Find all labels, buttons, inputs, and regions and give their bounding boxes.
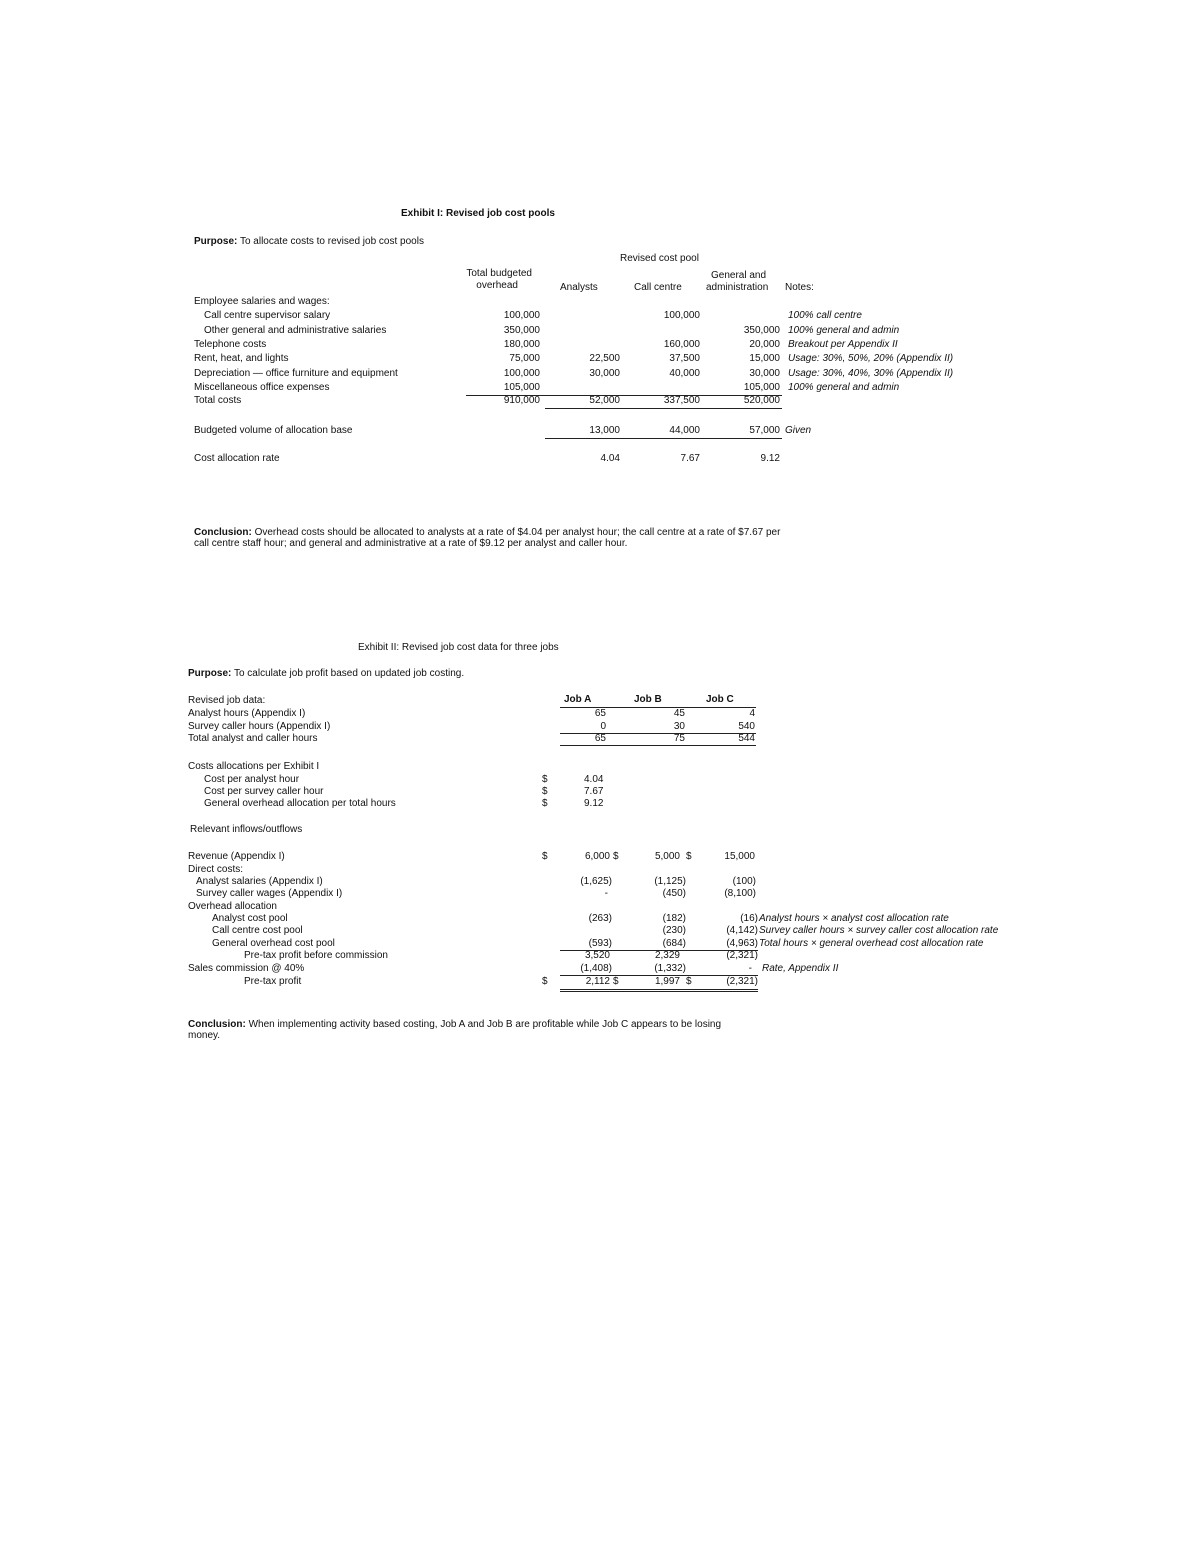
hours-total-rule [560,745,756,746]
commission-a: (1,408) [580,963,612,974]
row-note: 100% general and admin [788,325,900,336]
overhead-a: (263) [588,913,612,924]
revenue-b: 5,000 [654,851,680,862]
row-label: Call centre supervisor salary [204,310,331,321]
rate-label: Cost per survey caller hour [204,786,324,797]
revenue-a: 6,000 [584,851,610,862]
overhead-c: (16) [740,913,758,924]
revenue-c: 15,000 [724,851,755,862]
overhead-c: (4,963) [726,938,758,949]
total-costs-call: 337,500 [663,395,700,406]
exhibit2-purpose-text: To calculate job profit based on updated job costing. [233,668,465,679]
row-note: Usage: 30%, 50%, 20% (Appendix II) [788,353,954,364]
pretax-rule-2 [560,991,758,992]
rate-currency: $ [542,774,548,785]
overhead-note: Survey caller hours × survey caller cost allocation rate [759,925,999,936]
pretax-before-label: Pre-tax profit before commission [244,950,388,961]
volume-call: 44,000 [669,425,700,436]
commission-note: Rate, Appendix II [762,963,839,974]
overhead-note: Total hours × general overhead cost allocation rate [759,938,984,949]
exhibit2-conclusion-text: When implementing activity based costing, Job A and Job B are profitable while Job C appears to be losing money. [188,1019,722,1041]
pretax-before-c: (2,321) [726,950,758,961]
hours-c: 540 [738,721,755,732]
row-total: 100,000 [503,310,540,321]
row-label: Miscellaneous office expenses [194,382,330,393]
col-ga-header-line1: General and [711,270,767,281]
row-ga: 350,000 [743,325,780,336]
overhead-row-label: Call centre cost pool [212,925,303,936]
direct-label: Survey caller wages (Appendix I) [196,888,343,899]
exhibit1-conclusion-text: Overhead costs should be allocated to analysts at a rate of $4.04 per analyst hour; the call centre at a rate of $7.67 per call centre staff hour; and general and administrative at a rate of $9.12 per analyst and caller hour. [194,527,781,549]
hours-a: 0 [600,721,606,732]
col-analysts-header: Analysts [560,282,598,293]
col-ga-header-line2: administration [706,282,769,293]
row-analysts: 22,500 [589,353,620,364]
hours-c: 4 [749,708,755,719]
overhead-a: (593) [588,938,612,949]
pretax-b: 1,997 [654,976,680,987]
col-job-c: Job C [706,694,734,705]
row-analysts: 30,000 [589,368,620,379]
row-label: Rent, heat, and lights [194,353,289,364]
direct-a: (1,625) [580,876,612,887]
col-call-centre-header: Call centre [634,282,682,293]
rate-value: 9.12 [584,798,604,809]
employee-salaries-label: Employee salaries and wages: [194,296,330,307]
row-label: Other general and administrative salaries [204,325,387,336]
row-call: 37,500 [669,353,700,364]
exhibit2-conclusion-label: Conclusion: [188,1019,246,1030]
exhibit2-title: Exhibit II: Revised job cost data for three jobs [358,642,559,653]
overhead-b: (684) [662,938,686,949]
col-total-header-line1: Total budgeted [466,268,532,279]
direct-label: Analyst salaries (Appendix I) [196,876,323,887]
exhibit1-purpose [194,236,424,248]
exhibit2-conclusion [188,1019,748,1041]
pretax-a: 2,112 [585,976,610,987]
direct-c: (8,100) [724,888,756,899]
exhibit1-purpose-text: To allocate costs to revised job cost pools [239,236,424,247]
total-rule [545,408,782,409]
row-note: 100% call centre [788,310,862,321]
pretax-rule-1 [560,989,758,990]
rate-ga: 9.12 [760,453,780,464]
direct-a: - [604,888,608,899]
hours-b: 30 [673,721,685,732]
hours-b: 75 [673,733,685,744]
row-call: 160,000 [663,339,700,350]
total-costs-analysts: 52,000 [589,395,620,406]
revenue-currency: $ [542,851,548,862]
direct-b: (1,125) [654,876,686,887]
row-total: 180,000 [503,339,540,350]
exhibit1-title: Exhibit I: Revised job cost pools [401,208,555,219]
row-note: 100% general and admin [788,382,900,393]
hours-a: 65 [594,733,606,744]
overhead-b: (230) [662,925,686,936]
rate-label: Cost per analyst hour [204,774,300,785]
rate-currency: $ [542,786,548,797]
hours-label: Survey caller hours (Appendix I) [188,721,331,732]
pretax-b-sep: $ [686,976,692,987]
revenue-a-sep: $ [613,851,619,862]
row-total: 100,000 [503,368,540,379]
direct-b: (450) [662,888,686,899]
volume-note: Given [785,425,812,436]
hours-b: 45 [673,708,685,719]
row-total: 350,000 [503,325,540,336]
rate-label: General overhead allocation per total hours [204,798,396,809]
total-costs-total: 910,000 [503,395,540,406]
exhibit2-purpose-label: Purpose: [188,668,232,679]
revenue-label: Revenue (Appendix I) [188,851,285,862]
col-total-header-line2: overhead [476,280,518,291]
direct-c: (100) [732,876,756,887]
commission-label: Sales commission @ 40% [188,963,305,974]
hours-label: Analyst hours (Appendix I) [188,708,306,719]
revenue-b-sep: $ [686,851,692,862]
revised-cost-pool-header: Revised cost pool [620,253,699,264]
row-call: 100,000 [663,310,700,321]
rate-value: 7.67 [584,786,604,797]
pretax-c: (2,321) [726,976,758,987]
overhead-row-label: General overhead cost pool [212,938,335,949]
exhibit1-purpose-label: Purpose: [194,236,238,247]
row-note: Breakout per Appendix II [788,339,898,350]
overhead-b: (182) [662,913,686,924]
rate-currency: $ [542,798,548,809]
col-job-a: Job A [564,694,592,705]
hours-a: 65 [594,708,606,719]
exhibit1-conclusion [194,527,784,549]
pretax-currency: $ [542,976,548,987]
overhead-c: (4,142) [726,925,758,936]
row-total: 105,000 [503,382,540,393]
col-notes-header: Notes: [785,282,814,293]
commission-c: - [748,963,752,974]
direct-costs-label: Direct costs: [188,864,244,875]
commission-b: (1,332) [654,963,686,974]
row-total: 75,000 [509,353,540,364]
revised-job-data-label: Revised job data: [188,695,266,706]
row-label: Depreciation — office furniture and equipment [194,368,398,379]
volume-analysts: 13,000 [589,425,620,436]
row-ga: 20,000 [749,339,780,350]
overhead-row-label: Analyst cost pool [212,913,288,924]
exhibit1-conclusion-label: Conclusion: [194,527,252,538]
overhead-note: Analyst hours × analyst cost allocation rate [759,913,949,924]
rate-value: 4.04 [584,774,604,785]
hours-label: Total analyst and caller hours [188,733,318,744]
row-ga: 15,000 [749,353,780,364]
volume-label: Budgeted volume of allocation base [194,425,353,436]
cost-alloc-label: Costs allocations per Exhibit I [188,761,320,772]
row-ga: 105,000 [743,382,780,393]
overhead-label: Overhead allocation [188,901,277,912]
total-costs-ga: 520,000 [743,395,780,406]
pretax-label: Pre-tax profit [244,976,302,987]
rate-label: Cost allocation rate [194,453,280,464]
rate-analysts: 4.04 [600,453,620,464]
col-job-b: Job B [634,694,662,705]
volume-ga: 57,000 [749,425,780,436]
pretax-before-a: 3,520 [584,950,610,961]
rate-call: 7.67 [680,453,700,464]
row-ga: 30,000 [749,368,780,379]
pretax-before-b: 2,329 [654,950,680,961]
row-label: Telephone costs [194,339,267,350]
pretax-a-sep: $ [613,976,619,987]
row-call: 40,000 [669,368,700,379]
total-costs-label: Total costs [194,395,242,406]
relevant-flows-label: Relevant inflows/outflows [190,824,303,835]
exhibit2-purpose [188,668,464,680]
row-note: Usage: 30%, 40%, 30% (Appendix II) [788,368,954,379]
hours-c: 544 [738,733,755,744]
volume-rule [545,438,782,439]
